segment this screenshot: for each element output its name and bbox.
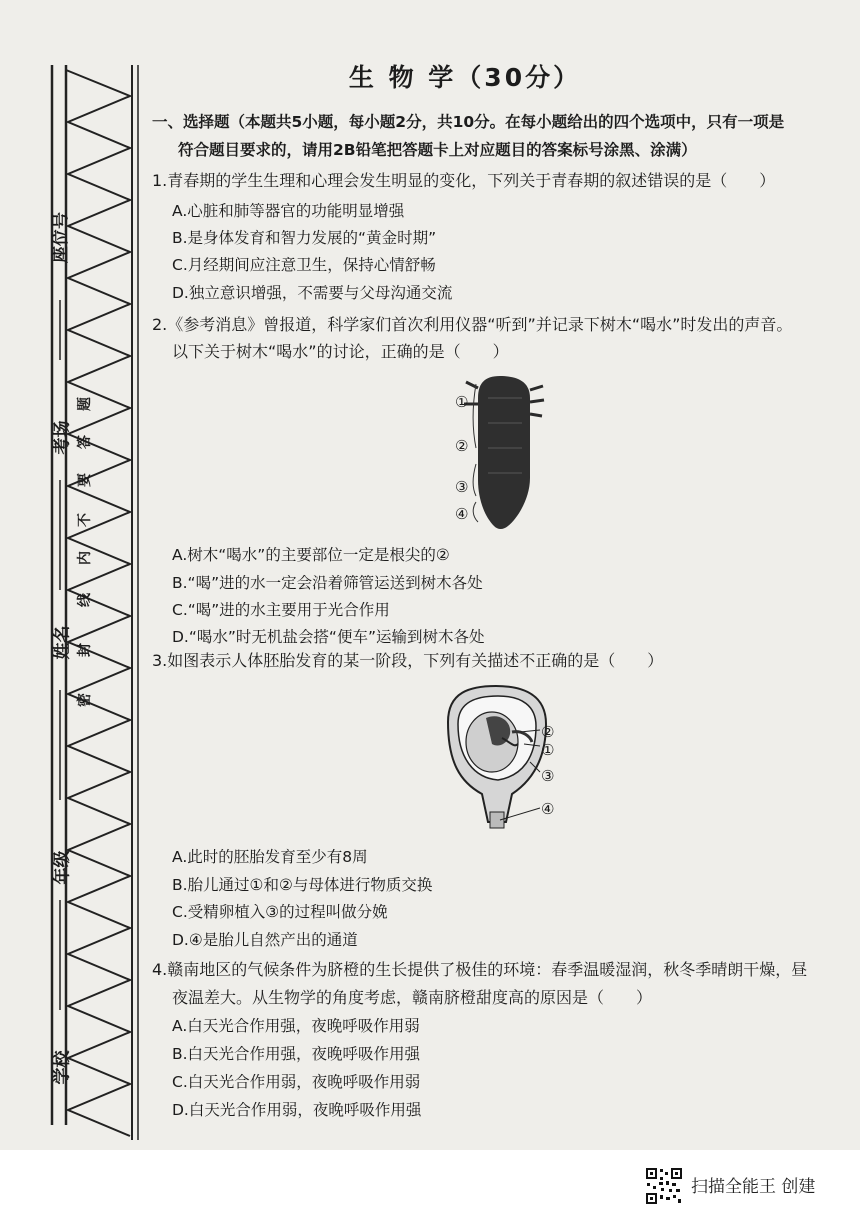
figure-label-2: ② [455,437,469,455]
seal-char: 封 [77,643,93,657]
grade-label: 年级 [52,850,73,885]
option-b: B.胎儿通过①和②与母体进行物质交换 [172,876,433,894]
school-label: 学校 [52,1050,73,1085]
option-d: D.“喝水”时无机盐会搭“便车”运输到树木各处 [172,628,485,646]
option-c: C.白天光合作用弱，夜晚呼吸作用弱 [172,1073,421,1091]
figure-label-3: ③ [541,767,555,785]
seal-char: 答 [77,435,93,449]
option-a: A.此时的胚胎发育至少有8周 [172,848,368,866]
section-heading-line1: 一、选择题（本题共5小题，每小题2分，共10分。在每小题给出的四个选项中，只有一项是 [152,113,785,131]
binding-margin [0,0,175,1150]
seat-number-label: 座位号 [51,212,71,263]
option-c: C.“喝”进的水主要用于光合作用 [172,601,390,619]
option-b: B.“喝”进的水一定会沿着筛管运送到树木各处 [172,574,483,592]
field-lines [0,0,175,1150]
name-label: 姓名 [52,625,73,660]
option-c: C.受精卵植入③的过程叫做分娩 [172,903,388,921]
page-title: 生 物 学（30分） [348,63,582,92]
figure-label-1: ① [455,393,469,411]
figure-label-2: ② [541,723,555,741]
option-c: C.月经期间应注意卫生，保持心情舒畅 [172,256,436,274]
seal-char: 题 [77,397,93,411]
question-stem-cont: 夜温差大。从生物学的角度考虑，赣南脐橙甜度高的原因是（ ） [172,988,653,1007]
seal-char: 不 [77,513,93,527]
figure-label-3: ③ [455,478,469,496]
figure-label-1: ① [541,741,555,759]
option-d: D.④是胎儿自然产出的通道 [172,931,358,949]
seal-char: 密 [77,693,93,707]
qr-code-icon [645,1167,683,1205]
figure-label-4: ④ [455,505,469,523]
question-stem: 1.青春期的学生生理和心理会发生明显的变化，下列关于青春期的叙述错误的是（ ） [152,171,776,190]
option-a: A.树木“喝水”的主要部位一定是根尖的② [172,546,450,564]
seal-char: 内 [77,551,93,565]
question-stem-cont: 以下关于树木“喝水”的讨论，正确的是（ ） [172,342,509,361]
scanner-brand-text: 扫描全能王 创建 [691,1177,816,1197]
section-heading-line2: 符合题目要求的，请用2B铅笔把答题卡上对应题目的答案标号涂黑、涂满） [178,141,697,159]
question-stem: 3.如图表示人体胚胎发育的某一阶段，下列有关描述不正确的是（ ） [152,651,664,670]
seal-char: 线 [77,593,93,607]
option-d: D.独立意识增强，不需要与父母沟通交流 [172,284,453,302]
option-b: B.白天光合作用强，夜晚呼吸作用强 [172,1045,421,1063]
exam-room-label: 考场 [52,420,73,455]
seal-char: 要 [77,473,93,487]
option-a: A.白天光合作用强，夜晚呼吸作用弱 [172,1017,420,1035]
option-b: B.是身体发育和智力发展的“黄金时期” [172,229,437,247]
option-a: A.心脏和肺等器官的功能明显增强 [172,202,405,220]
embryo-uterus-figure [440,682,555,830]
question-stem: 2.《参考消息》曾报道，科学家们首次利用仪器“听到”并记录下树木“喝水”时发出的声音。 [152,315,793,334]
figure-label-4: ④ [541,800,555,818]
question-stem: 4.赣南地区的气候条件为脐橙的生长提供了极佳的环境：春季温暖湿润，秋冬季晴朗干燥，昼 [152,960,808,979]
option-d: D.白天光合作用弱，夜晚呼吸作用强 [172,1101,422,1119]
